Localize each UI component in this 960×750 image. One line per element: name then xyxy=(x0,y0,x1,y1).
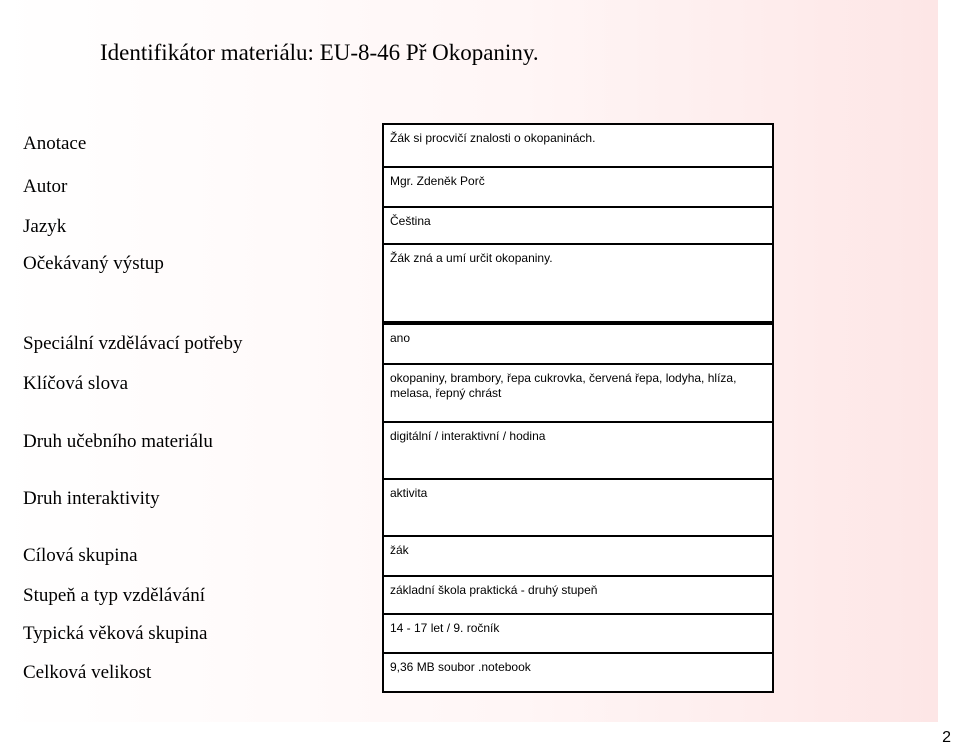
table-row xyxy=(18,324,773,364)
table-row xyxy=(18,167,773,207)
row-label-ocekavany-vystup: Očekávaný výstup xyxy=(23,253,164,274)
row-value-cilova-skupina: žák xyxy=(383,536,773,576)
page-title: Identifikátor materiálu: EU-8-46 Př Okopaniny. xyxy=(100,40,539,65)
row-value-celkova-velikost: 9,36 MB soubor .notebook xyxy=(383,653,773,692)
row-value-druh-interaktivity: aktivita xyxy=(383,479,773,536)
metadata-table-top xyxy=(18,123,774,323)
row-label-specialni-potreby: Speciální vzdělávací potřeby xyxy=(23,333,243,354)
row-label-autor: Autor xyxy=(23,176,68,197)
table-row xyxy=(18,536,773,576)
row-label-druh-interaktivity: Druh interaktivity xyxy=(23,488,160,509)
table-row xyxy=(18,479,773,536)
row-value-klicova-slova: okopaniny, brambory, řepa cukrovka, červená řepa, lodyha, hlíza, melasa, řepný chrást xyxy=(383,364,773,422)
table-row xyxy=(18,422,773,479)
row-label-celkova-velikost: Celková velikost xyxy=(23,662,152,683)
table-row xyxy=(18,124,773,167)
row-label-druh-materialu: Druh učebního materiálu xyxy=(23,431,213,452)
row-value-druh-materialu: digitální / interaktivní / hodina xyxy=(383,422,773,479)
row-label-jazyk: Jazyk xyxy=(23,216,67,237)
row-label-stupen-vzdelavani: Stupeň a typ vzdělávání xyxy=(23,585,206,606)
row-value-stupen-vzdelavani: základní škola praktická - druhý stupeň xyxy=(383,576,773,614)
row-label-klicova-slova: Klíčová slova xyxy=(23,373,129,394)
table-row xyxy=(18,614,773,653)
row-label-anotace: Anotace xyxy=(23,133,87,154)
table-row xyxy=(18,576,773,614)
row-value-ocekavany-vystup: Žák zná a umí určit okopaniny. xyxy=(383,244,773,322)
row-value-specialni-potreby: ano xyxy=(383,324,773,364)
row-label-cilova-skupina: Cílová skupina xyxy=(23,545,138,566)
table-row xyxy=(18,244,773,322)
row-value-anotace: Žák si procvičí znalosti o okopaninách. xyxy=(383,124,773,167)
table-row xyxy=(18,653,773,692)
row-value-jazyk: Čeština xyxy=(383,207,773,244)
table-row xyxy=(18,364,773,422)
metadata-table-bottom xyxy=(18,323,774,693)
row-label-vekova-skupina: Typická věková skupina xyxy=(23,623,208,644)
table-row xyxy=(18,207,773,244)
row-value-autor: Mgr. Zdeněk Porč xyxy=(383,167,773,207)
page-number: 2 xyxy=(942,729,951,746)
row-value-vekova-skupina: 14 - 17 let / 9. ročník xyxy=(383,614,773,653)
